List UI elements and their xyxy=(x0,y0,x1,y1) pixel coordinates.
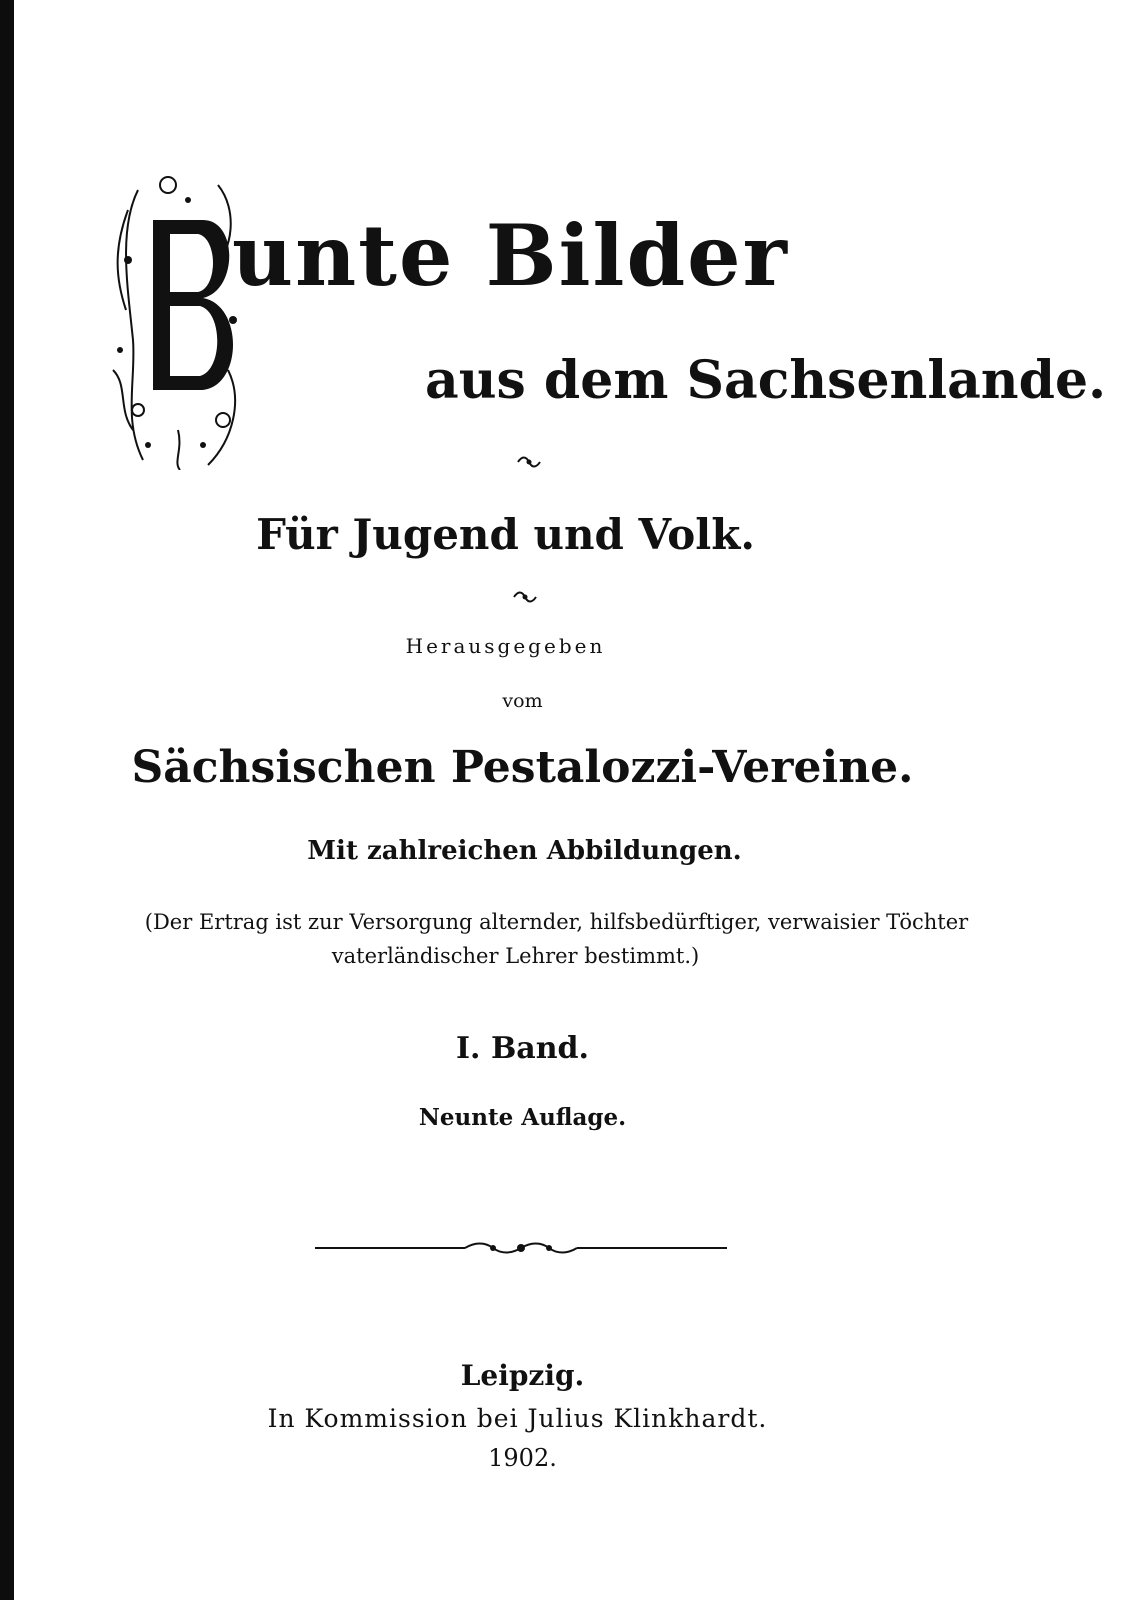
volume-label: I. Band. xyxy=(456,1031,589,1066)
page-edge-shadow xyxy=(0,0,14,1600)
imprint-commission: In Kommission bei Julius Klinkhardt. xyxy=(267,1404,768,1433)
vom-label: vom xyxy=(502,690,543,712)
audience-line: Für Jugend und Volk. xyxy=(256,510,755,559)
editor-label: Herausgegeben xyxy=(405,634,606,658)
ornamental-rule-icon xyxy=(315,1240,727,1256)
fleuron-icon xyxy=(512,590,538,604)
fleuron-icon xyxy=(516,455,542,469)
title-subtitle: aus dem Sachsenlande. xyxy=(425,350,1107,411)
title-main: unte Bilder xyxy=(232,206,789,305)
imprint-year: 1902. xyxy=(488,1444,557,1472)
society-name: Sächsischen Pestalozzi-Vereine. xyxy=(131,742,914,793)
illustrations-note: Mit zahlreichen Abbildungen. xyxy=(307,836,742,866)
decorated-initial-b-icon xyxy=(108,170,248,470)
edition-label: Neunte Auflage. xyxy=(418,1104,627,1131)
proceeds-note-line-1: (Der Ertrag ist zur Versorgung alternder, hilfsbedürftiger, verwaisier Töchter xyxy=(144,910,969,934)
initial-letter: B xyxy=(177,360,179,361)
imprint-city: Leipzig. xyxy=(460,1359,585,1392)
proceeds-note-line-2: vaterländischer Lehrer bestimmt.) xyxy=(331,944,700,968)
